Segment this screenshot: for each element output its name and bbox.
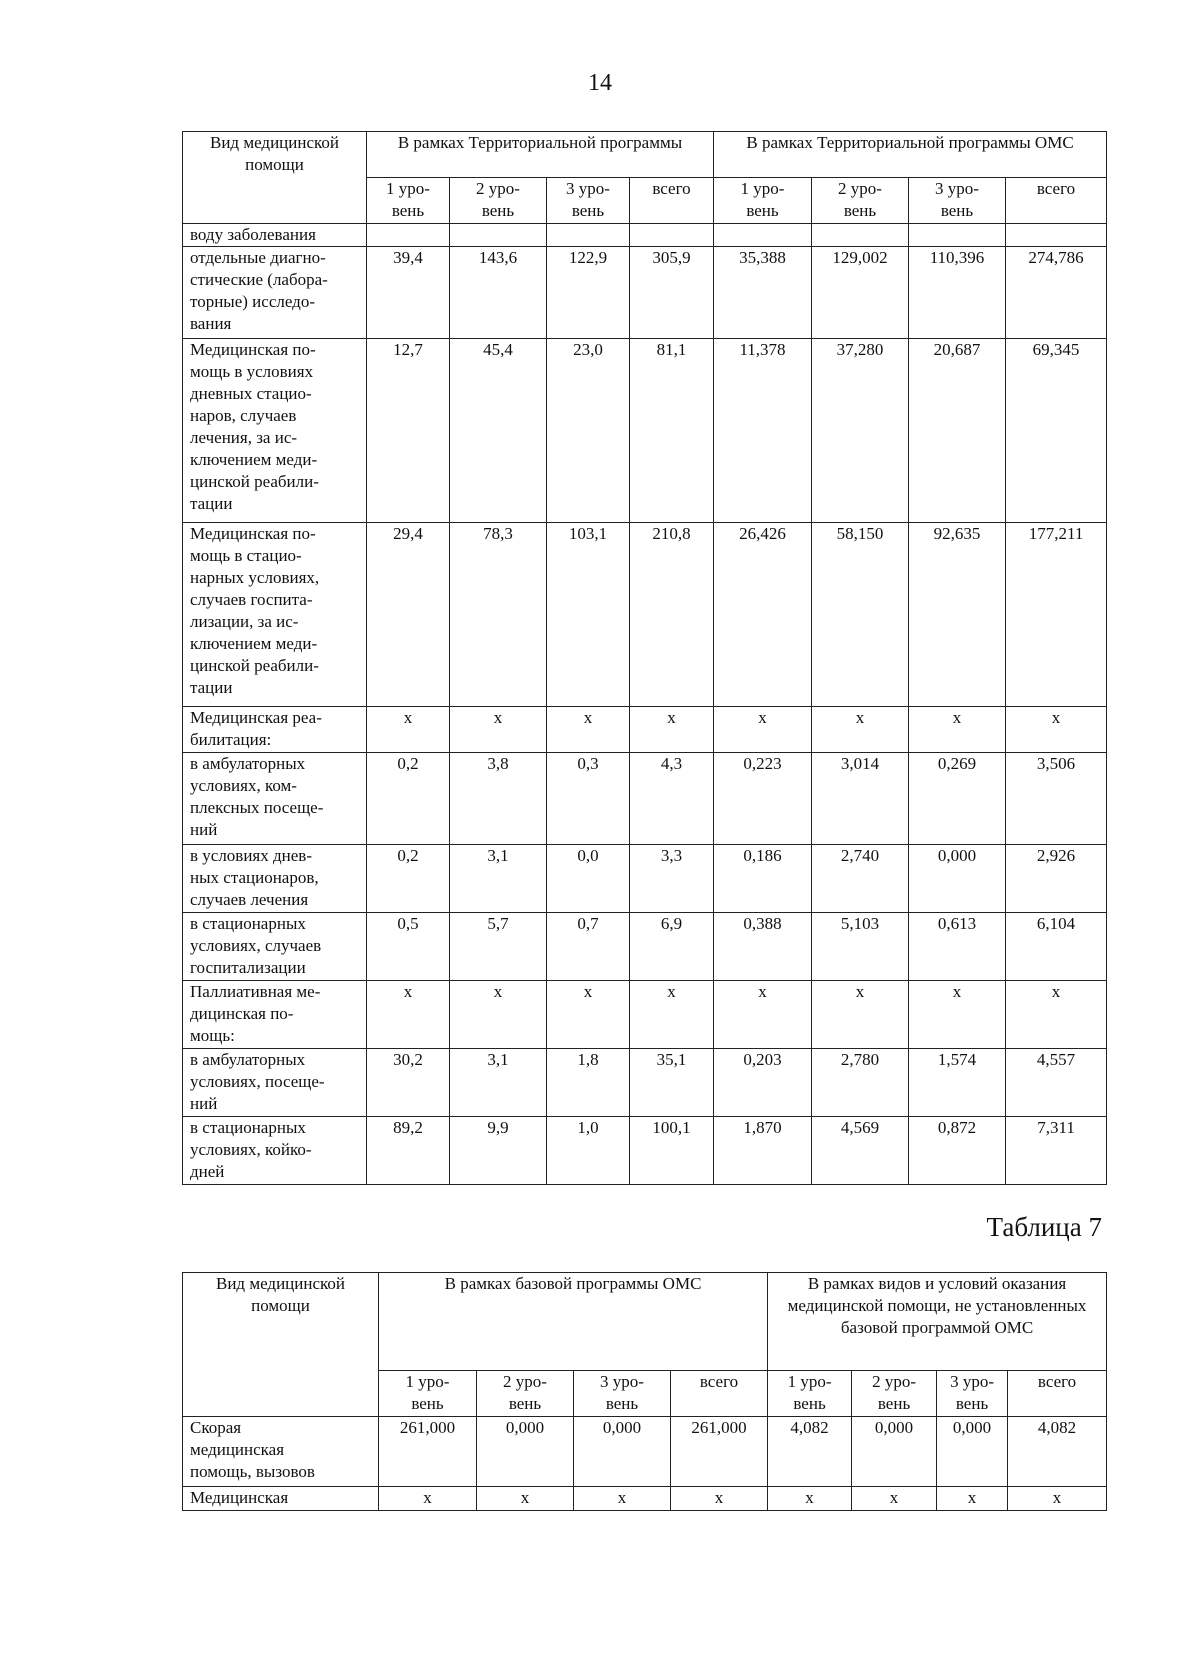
page-number: 14 — [588, 70, 612, 96]
subheader-cell: 2 уро- вень — [852, 1371, 937, 1417]
value-cell: 3,1 — [450, 1049, 547, 1117]
table-row — [183, 981, 1107, 1049]
table-row — [183, 913, 1107, 981]
header-row — [183, 132, 1107, 178]
value-cell: 78,3 — [450, 523, 547, 707]
value-cell: 35,388 — [714, 247, 812, 339]
subheader-cell: 1 уро- вень — [768, 1371, 852, 1417]
value-cell: 30,2 — [367, 1049, 450, 1117]
value-cell: 6,104 — [1006, 913, 1107, 981]
value-cell: х — [714, 707, 812, 753]
value-cell: 0,2 — [367, 845, 450, 913]
table-row — [183, 845, 1107, 913]
value-cell: 0,0 — [547, 845, 630, 913]
row-label: Медицинская реа- билитация: — [183, 707, 367, 753]
value-cell: 1,870 — [714, 1117, 812, 1185]
value-cell: х — [768, 1487, 852, 1511]
subheader-cell: 2 уро- вень — [812, 178, 909, 224]
subheader-cell: 3 уро- вень — [547, 178, 630, 224]
value-cell: 29,4 — [367, 523, 450, 707]
value-cell: 0,2 — [367, 753, 450, 845]
value-cell: х — [547, 981, 630, 1049]
table-6 — [182, 131, 1107, 1185]
table-row — [183, 753, 1107, 845]
value-cell: 0,872 — [909, 1117, 1006, 1185]
row-label: в условиях днев- ных стационаров, случаев лечения — [183, 845, 367, 913]
row-label: Медицинская — [183, 1487, 379, 1511]
value-cell: 3,506 — [1006, 753, 1107, 845]
subheader-cell: 1 уро- вень — [714, 178, 812, 224]
subheader-cell: всего — [630, 178, 714, 224]
value-cell: х — [379, 1487, 477, 1511]
subheader-cell: 3 уро- вень — [574, 1371, 671, 1417]
subheader-cell: всего — [1006, 178, 1107, 224]
value-cell: 261,000 — [671, 1417, 768, 1487]
value-cell: х — [812, 707, 909, 753]
value-cell: 210,8 — [630, 523, 714, 707]
value-cell: 92,635 — [909, 523, 1006, 707]
value-cell: х — [630, 981, 714, 1049]
value-cell: х — [477, 1487, 574, 1511]
value-cell: х — [909, 981, 1006, 1049]
subheader-cell: 3 уро- вень — [937, 1371, 1008, 1417]
value-cell — [367, 224, 450, 247]
table-row — [183, 247, 1107, 339]
value-cell: 9,9 — [450, 1117, 547, 1185]
value-cell: 23,0 — [547, 339, 630, 523]
value-cell: 2,740 — [812, 845, 909, 913]
value-cell: 143,6 — [450, 247, 547, 339]
value-cell: 103,1 — [547, 523, 630, 707]
value-cell: 0,5 — [367, 913, 450, 981]
value-cell: х — [1006, 981, 1107, 1049]
value-cell: 58,150 — [812, 523, 909, 707]
value-cell: 45,4 — [450, 339, 547, 523]
value-cell: х — [574, 1487, 671, 1511]
subheader-cell: 2 уро- вень — [477, 1371, 574, 1417]
value-cell: х — [812, 981, 909, 1049]
table-row — [183, 1049, 1107, 1117]
value-cell: х — [1008, 1487, 1107, 1511]
value-cell: 4,569 — [812, 1117, 909, 1185]
value-cell: 35,1 — [630, 1049, 714, 1117]
value-cell: 0,269 — [909, 753, 1006, 845]
value-cell: 1,0 — [547, 1117, 630, 1185]
group-header-1: В рамках базовой программы ОМС — [379, 1273, 768, 1371]
value-cell: 3,014 — [812, 753, 909, 845]
value-cell: 0,388 — [714, 913, 812, 981]
value-cell: 3,8 — [450, 753, 547, 845]
value-cell: 20,687 — [909, 339, 1006, 523]
value-cell: 110,396 — [909, 247, 1006, 339]
value-cell: х — [547, 707, 630, 753]
column-header-type: Вид медицинской помощи — [183, 1273, 379, 1417]
value-cell — [630, 224, 714, 247]
subheader-cell: 1 уро- вень — [367, 178, 450, 224]
value-cell: 0,3 — [547, 753, 630, 845]
row-label: в стационарных условиях, койко- дней — [183, 1117, 367, 1185]
value-cell: 37,280 — [812, 339, 909, 523]
value-cell: 2,780 — [812, 1049, 909, 1117]
row-label: Паллиативная ме- дицинская по- мощь: — [183, 981, 367, 1049]
value-cell: 0,000 — [852, 1417, 937, 1487]
value-cell: 261,000 — [379, 1417, 477, 1487]
value-cell: 81,1 — [630, 339, 714, 523]
value-cell: х — [852, 1487, 937, 1511]
subheader-cell: всего — [671, 1371, 768, 1417]
table-row — [183, 707, 1107, 753]
value-cell: х — [367, 981, 450, 1049]
value-cell: х — [630, 707, 714, 753]
table-7-caption: Таблица 7 — [986, 1212, 1102, 1242]
value-cell — [450, 224, 547, 247]
value-cell — [714, 224, 812, 247]
value-cell: 5,7 — [450, 913, 547, 981]
row-label: Скорая медицинская помощь, вызовов — [183, 1417, 379, 1487]
group-header-1: В рамках Территориальной программы — [367, 132, 714, 178]
value-cell — [1006, 224, 1107, 247]
value-cell: 0,613 — [909, 913, 1006, 981]
value-cell: 4,3 — [630, 753, 714, 845]
value-cell: 0,186 — [714, 845, 812, 913]
value-cell: х — [714, 981, 812, 1049]
value-cell: 100,1 — [630, 1117, 714, 1185]
subheader-cell: 3 уро- вень — [909, 178, 1006, 224]
value-cell: 2,926 — [1006, 845, 1107, 913]
value-cell: 0,000 — [937, 1417, 1008, 1487]
value-cell: 12,7 — [367, 339, 450, 523]
value-cell: 1,8 — [547, 1049, 630, 1117]
value-cell: х — [1006, 707, 1107, 753]
group-header-2: В рамках видов и условий оказания медицинской помощи, не установленных базовой программой ОМС — [768, 1273, 1107, 1371]
table-row — [183, 1417, 1107, 1487]
table-7 — [182, 1272, 1107, 1511]
row-label: в стационарных условиях, случаев госпитализации — [183, 913, 367, 981]
value-cell: 89,2 — [367, 1117, 450, 1185]
value-cell: 129,002 — [812, 247, 909, 339]
value-cell: 5,103 — [812, 913, 909, 981]
value-cell — [909, 224, 1006, 247]
row-label: отдельные диагно- стические (лабора- торные) исследо- вания — [183, 247, 367, 339]
group-header-2: В рамках Территориальной программы ОМС — [714, 132, 1107, 178]
value-cell: х — [937, 1487, 1008, 1511]
row-label: Медицинская по- мощь в стацио- нарных условиях, случаев госпита- лизации, за ис- ключением меди- цинской реабили- тации — [183, 523, 367, 707]
value-cell — [547, 224, 630, 247]
value-cell: 305,9 — [630, 247, 714, 339]
value-cell: 69,345 — [1006, 339, 1107, 523]
value-cell: 4,082 — [1008, 1417, 1107, 1487]
row-label: в амбулаторных условиях, посеще- ний — [183, 1049, 367, 1117]
row-label: в амбулаторных условиях, ком- плексных посеще- ний — [183, 753, 367, 845]
value-cell: х — [909, 707, 1006, 753]
value-cell: 0,000 — [909, 845, 1006, 913]
value-cell: 4,557 — [1006, 1049, 1107, 1117]
value-cell: х — [450, 981, 547, 1049]
value-cell: х — [671, 1487, 768, 1511]
value-cell: 4,082 — [768, 1417, 852, 1487]
value-cell: 177,211 — [1006, 523, 1107, 707]
row-label: воду заболевания — [183, 224, 367, 247]
value-cell: 274,786 — [1006, 247, 1107, 339]
value-cell: 26,426 — [714, 523, 812, 707]
table-row — [183, 523, 1107, 707]
column-header-type: Вид медицинской помощи — [183, 132, 367, 224]
value-cell — [812, 224, 909, 247]
value-cell: 1,574 — [909, 1049, 1006, 1117]
row-label: Медицинская по- мощь в условиях дневных стацио- наров, случаев лечения, за ис- ключением меди- цинской реабили- тации — [183, 339, 367, 523]
table-row — [183, 339, 1107, 523]
table-row — [183, 224, 1107, 247]
value-cell: 122,9 — [547, 247, 630, 339]
value-cell: 0,7 — [547, 913, 630, 981]
value-cell: х — [367, 707, 450, 753]
value-cell: 7,311 — [1006, 1117, 1107, 1185]
value-cell: 0,000 — [574, 1417, 671, 1487]
value-cell: х — [450, 707, 547, 753]
value-cell: 3,3 — [630, 845, 714, 913]
header-row — [183, 1273, 1107, 1371]
subheader-cell: 1 уро- вень — [379, 1371, 477, 1417]
value-cell: 39,4 — [367, 247, 450, 339]
value-cell: 6,9 — [630, 913, 714, 981]
value-cell: 0,223 — [714, 753, 812, 845]
value-cell: 11,378 — [714, 339, 812, 523]
table-row — [183, 1117, 1107, 1185]
value-cell: 0,203 — [714, 1049, 812, 1117]
value-cell: 0,000 — [477, 1417, 574, 1487]
table-row — [183, 1487, 1107, 1511]
subheader-cell: всего — [1008, 1371, 1107, 1417]
value-cell: 3,1 — [450, 845, 547, 913]
subheader-cell: 2 уро- вень — [450, 178, 547, 224]
